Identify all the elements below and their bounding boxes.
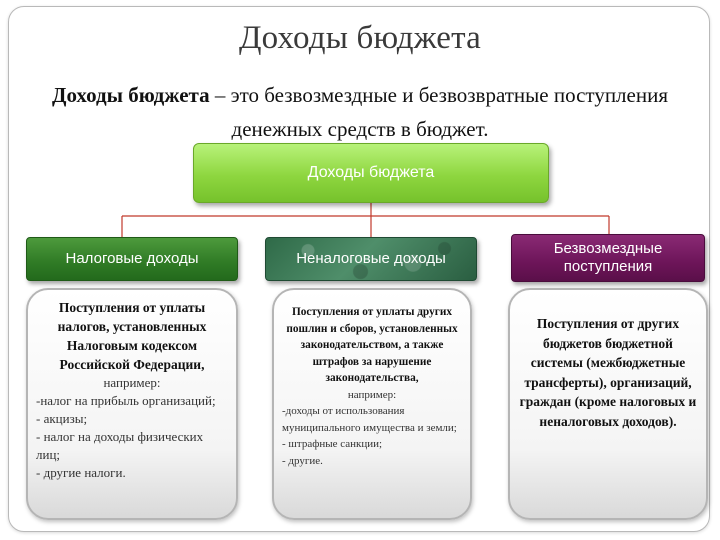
detail-nontax-item: - штрафные санкции; [282,438,383,450]
detail-nontax-item: -доходы от использования муниципального имущества и земли; [282,405,457,434]
detail-nontax-main: Поступления от уплаты других пошлин и сборов, установленных законодательством, а также штрафов за нарушение законодательства, [286,306,458,384]
detail-tax-item: - акцизы; [36,411,88,426]
detail-tax-example: например: [103,375,161,390]
detail-tax-main: Поступления от уплаты налогов, установленных Налоговым кодексом Российской Федерации, [57,300,207,372]
detail-gratuitous-main: Поступления от других бюджетов бюджетной системы (межбюджетные трансферты), организаций, граждан (кроме налоговых и неналоговых доходов). [519,316,697,429]
detail-nontax-example: например: [347,388,397,401]
category-nontax-revenue: Неналоговые доходы [265,237,477,281]
detail-tax-item: - другие налоги. [36,465,126,480]
slide-title: Доходы бюджета [238,20,482,56]
category-gratuitous-receipts: Безвозмездные поступления [511,234,705,282]
detail-tax-item: -налог на прибыль организаций; [36,393,216,408]
category-tax-revenue: Налоговые доходы [26,237,238,281]
definition-text: – это безвозмездные и безвозвратные поступления денежных средств в бюджет. [209,83,668,141]
detail-tax [26,288,238,520]
root-box: Доходы бюджета [193,143,549,203]
definition-term: Доходы бюджета [52,83,210,107]
detail-gratuitous [508,288,708,520]
detail-nontax-item: - другие. [282,454,323,467]
detail-nontax [272,288,472,520]
detail-tax-item: - налог на доходы физических лиц; [36,429,204,462]
